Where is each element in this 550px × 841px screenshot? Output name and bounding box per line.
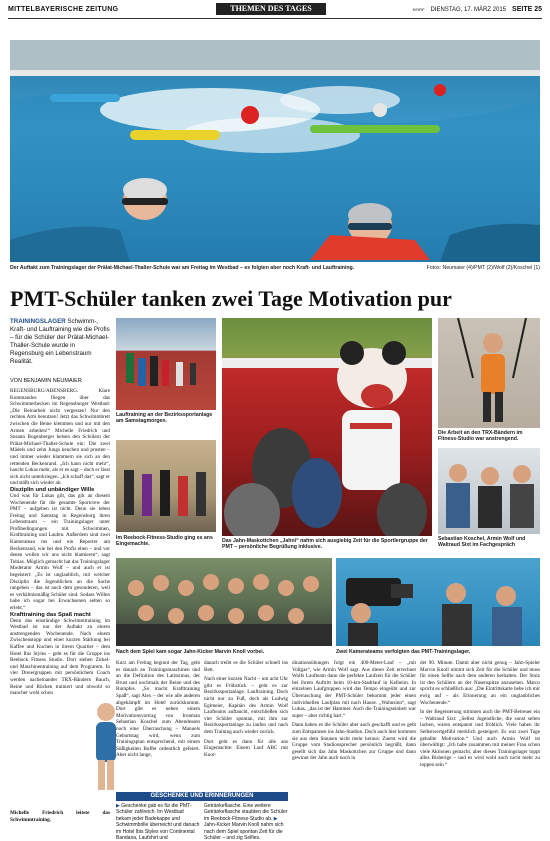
reebok-caption: Im Reebock-Fitness-Studio ging es ans Eingemachte. — [116, 535, 213, 547]
swimming-pool-image — [10, 40, 540, 262]
headline: PMT-Schüler tanken zwei Tage Motivation pur — [10, 286, 452, 311]
group-selfie-image — [116, 558, 332, 646]
group-photo — [116, 558, 332, 646]
coaches-photo — [438, 448, 540, 534]
coaches-image — [438, 448, 540, 534]
article-column-3 — [204, 660, 288, 788]
camera-photo — [336, 558, 540, 646]
byline: VON BENJAMIN NEUMAIER — [10, 378, 82, 384]
paragraph: der 90. Minute. Damit aber nicht genug – Jahn-Spieler Marvin Knoll nimmt sich Zeit für die Schüler und muss für einen Selfie nach dem anderen herhalten. Der Stolz ist den Schülern an der Nasenspitze anzusehen. Marco spricht es schließlich aus: „Die Eintrittskarte hebe ich mir ewig auf – als Erinnerung an ein unglaubliches Wochenende.“ — [420, 660, 540, 706]
coaches-caption: Sebastian Koschel, Armin Wolf und Waltraud Sixt im Fachgespräch — [438, 536, 526, 548]
info-box-title: GESCHENKE UND ERINNERUNGEN — [116, 792, 288, 801]
mascot-caption: Das Jahn-Maskottchen „Jahni“ nahm sich ausgiebig Zeit für die Sportlergruppe der PMT – persönliche Begrüßung inklusive. — [222, 538, 428, 550]
info-box-item: ▶ Geschenke gab es für die PMT-Schüler zahlreich. Im Westbad bekam jeder Badekappe und Schwimmbrille überreicht und danach im Hotel Ibis Styles von Continental Bandana, Laufshirt und — [116, 803, 200, 841]
reebok-photo — [116, 440, 216, 532]
paragraph: Nach einer kurzen Nacht – um acht Uhr gibt es Frühstück – geht es zur Bezirkssportanlage. Lauftraining. Doch nicht nur zu Fuß, doch als Ludwig Eglmeier, Kapitän des Armin Wolf Laufteams auftaucht, entschließen sich vier Schüler spontan, mit ihm zur Bezirkssportanlage zu laufen und nach dem Training auch wieder zurück. — [204, 676, 288, 735]
info-box-item: Getränkeflasche. Eine weitere Getränkeflasche staubten die Schüler im Reebock-Fitness-Studio ab. ▶ Jahn-Kicker Marvin Knoll nahm sich nach dem Spiel spontan Zeit für die Schüler – und zig Selfies. — [204, 803, 288, 841]
track-caption: Lauftraining an der Bezirkssportanlage am Samstagmorgen. — [116, 412, 213, 424]
kicker-text: Schwimm-, Kraft- und Lauftraining wie die Profis – für die Schüler der Prälat-Michael-Thaller-Schule wurde in Regensburg ein Lebenstraum Realität. — [10, 318, 110, 365]
paragraph: REGENSBURG/ABENSBERG. Klare Kommandos fliegen über das Schwimmerbecken im Regensburger Westbad: „Die Beinarbeit nicht vergessen! Nur den rechten Arm benutzen! Jetzt das Schwimmbrett zwischen die Beine klemmen und nur mit den Armen arbeiten!“ Michelle Friedrich und Susann Bogenberger helsen den Schülern der Prälat-Michael-Thaller-Schule ein: Die zwei Mädels und zehn Jungs keuchen und prusten – und immer wieder klammern sie sich an den rettenden Beckenrand. „Ich kann nicht mehr“, haucht Lukas mehr, als er es sagt – doch er lässt sich nicht unterkriegen. „Ich schaff das“, sagt er und stößt sich wieder ab. — [10, 388, 110, 487]
track-photo — [116, 318, 216, 410]
trx-training-image — [438, 318, 540, 428]
article-column-2: Kurz am Freitag beginnt der Tag, geht es danach an Trainingsmaschinen und an die Definition des Latissimus, der Brust und nochmals der Beine und des Rumpfes. „So macht Krafttraining Spaß“, sagt Alex – der wie alle anderen abgekämpft im Hotel zurückkommt. Dort gibt es neben einem Motivationsvortrag von Ironman Sebastian Koschel zum Abendessen noch eine Überraschung – Manuels Geburtstag wird, wenn zum Trainingsplan entsprechend, mit einem Süßigkeiten Buffet ordentlich gefeiert. Aber nicht lange, — [116, 660, 200, 759]
photo-credit: Fotos: Neumaier (4)/PMT (2)/Wolf (2)/Koschel (1) — [426, 265, 540, 271]
mascot-photo — [222, 318, 432, 536]
runners-image — [116, 318, 216, 410]
article-column-5 — [420, 660, 540, 830]
paragraph: Dann haben es die Schüler aber auch geschafft und es geht zum Entspannen ins Jahn-Stadion. Doch auch hier kommen sie aus dem Staunen nicht mehr heraus: Zuerst wird die Gruppe vom Stadionsprecher persönlich begrüßt, dann gesellt sich das Jahn Maskottchen zur Gruppe und dann gewinnt der Jahn auch noch in — [292, 722, 416, 762]
paragraph: dinationsübungen folgt ein 400-Meter-Lauf – „mit Vollgas“, wie Armin Wolf sagt. Aus dieser Zeit errechnet Wolfs Laufteam dann die perfekte Laufzeit für die Schüler bei ihrem Auftritt beim 10-km-Stadtlauf in Kelheim. In einzelnen Laufgruppen wird das Tempo eingeübt und zur Überraschung der PMT-Schüler bekommt jeder einen individuellen Laufplan mit nach Hause. „Wahnsinn“, sagt Lukas, „das ist der Hammer. Auch die Trainingseinheit war super – aber richtig hart.“ — [292, 660, 416, 719]
trx-caption: Die Arbeit an den TRX-Bändern im Fitness-Studio war anstrengend. — [438, 430, 523, 442]
date-text: DIENSTAG, 17. MÄRZ 2015 — [430, 6, 507, 13]
date-line — [413, 6, 542, 13]
header-rule — [8, 18, 542, 19]
arrow-icon: ▶ — [273, 815, 278, 822]
main-photo-caption: Der Auftakt zum Trainingslager der Prälat-Michael-Thaller-Schule war am Freitag im Westbad – es folgten aber noch Kraft- und Lauftraining. — [10, 265, 355, 271]
kicker — [10, 318, 110, 366]
camera-team-image — [336, 558, 540, 646]
gift-icon: ▶ — [116, 803, 122, 809]
fitness-studio-image — [116, 440, 216, 532]
jahn-mascot-image — [222, 318, 432, 536]
section-label: MITTELBAYERISCHE ZEITUNG — [8, 6, 119, 13]
paragraph: In der Begeisterung stimmen auch die PMT-Betreuer ein – Waltraud Sixt: „Selbst Jugendliche, die sonst selten lachen, waren entspannt und fröhlich. Viele haben ihr Selbstwertgefühl merklich gesteigert. Es war zwei Tage geballte Motivation.“ Und auch Armin Wolf ist überwältigt: „Ich habe zusammen mit meiner Frau schon viele Aktionen gemacht, aber dieses Trainingslager toppt alles Bisherige – und es wird wohl auch nicht mehr zu toppen sein.“ — [420, 709, 540, 768]
paragraph: Dort geht es dann für alle ans Eingemachte: Einem Lauf ABC mit Koor- — [204, 738, 288, 758]
code-label: KEIRF — [412, 7, 425, 12]
paragraph: danach treibt es die Schüler schnell ins Bett. — [204, 660, 288, 673]
trx-photo — [438, 318, 540, 428]
section-title: THEMEN DES TAGES — [216, 3, 326, 15]
main-photo — [10, 40, 540, 262]
subheading: Krafttraining das Spaß macht — [10, 611, 91, 618]
page-number: SEITE 25 — [512, 6, 542, 13]
kicker-label: TRAININGSLAGER — [10, 318, 66, 325]
article-column-1 — [10, 388, 110, 718]
camera-caption: Zwei Kamerateams verfolgten das PMT-Trainingslager. — [336, 649, 471, 655]
subheading: Disziplin und unbändiger Wille — [10, 486, 95, 493]
article-column-4 — [292, 660, 416, 830]
group-caption: Nach dem Spiel kam sogar Jahn-Kicker Marvin Knoll vorbei. — [116, 649, 265, 655]
paragraph: Und was für Lukas gilt, das gilt an diesem Wochenende für die gesamte Sportcrew der PMT – aufgeben ist nicht. Denn sie leben Freitag und Samstag in Regensburg ihren Lebenstraum – ein Trainingslager unter Profibedingungen mit Schwimmen, Krafttraining und Laufen. Außerdem sind zwei Kameratean ms und ein Reporter am Beckenrand, wie bei den Profis eben – und vor denen wollen wir uns nicht blamieren“, sagt Tobias. Möglich gemacht hat das Trainingslager Moderator Armin Wolf – und auch er ist begeistert: „Es ist unglaublich, mit welcher Disziplin die Jugendlichen an die Sache rangehen – das ist auch dem gesonderen, weil es verhältnismäßig Schüler sind. Sodass Willen habe ich sogar bei Erwachsenen selten so erlebt.“ — [10, 492, 110, 611]
paragraph: Denn das einstündige Schwimmtraining im Westbad ist nur der Auftakt zu einem anstrengenden Wochenende. Nach einem Zwischenstopp und einer kurzen Stärkung bei Kaffee und Kuchen in ihrem Quartier – dem Hotel Ibis Styles – geht es für die Gruppe ins Reebock Fitness Studio. Dort stehen Zirkel- und Maschinentraining auf dem Programm. In vier Dreiergruppen mit persönlichem Coach werden nacheinander TRX-Bändern Bauch, Beine und Rücken trainiert und obwohl so mancher wohl schon — [10, 617, 110, 697]
swimmer-caption: Michelle Friedrich leitete das Schwimmtraining. — [10, 810, 110, 823]
